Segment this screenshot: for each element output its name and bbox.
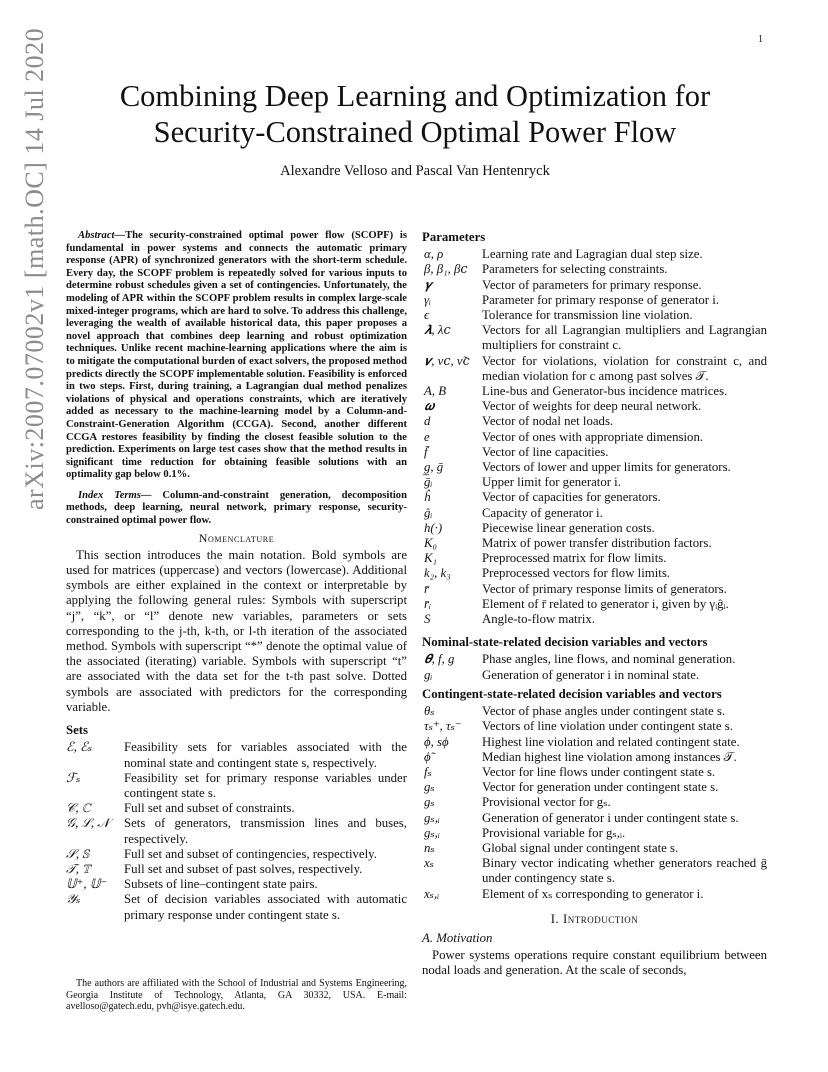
symbol: xₛ,ᵢ <box>424 886 440 901</box>
symbol-description: Element of xₛ corresponding to generator i. <box>482 886 704 901</box>
symbol-row <box>422 354 767 384</box>
symbol-description: Full set and subset of contingencies, respectively. <box>124 846 377 861</box>
symbol: γᵢ <box>424 292 432 307</box>
symbol-row <box>422 597 767 612</box>
left-column <box>66 230 407 923</box>
paper-title: Combining Deep Learning and Optimization for Security-Constrained Optimal Power Flow <box>119 79 711 149</box>
symbol: xₛ <box>424 856 434 871</box>
symbol-description: Vector for generation under contingent state s. <box>482 780 719 795</box>
symbol: ĝᵢ <box>424 505 433 520</box>
symbol-description: Vector of capacities for generators. <box>482 490 661 505</box>
index-terms-label: Index Terms <box>78 489 141 501</box>
symbol-row <box>66 816 407 846</box>
symbol-row <box>422 780 767 795</box>
symbol: 𝝀, λ𝑐 <box>424 323 451 338</box>
symbol-description: Capacity of generator i. <box>482 505 603 520</box>
symbol: 𝒞, ℂ <box>66 801 91 816</box>
symbol-row <box>422 566 767 581</box>
index-terms-text: — Column-and-constraint generation, decomposition methods, deep learning, neural network, primary response, security-constrained optimal power flow. <box>66 489 407 527</box>
sets-heading: Sets <box>66 723 89 738</box>
symbol-description: Full set and subset of constraints. <box>124 801 295 816</box>
symbol-description: Phase angles, line flows, and nominal generation. <box>482 652 736 667</box>
symbol-row <box>422 475 767 490</box>
symbol-row <box>66 771 407 801</box>
motivation-subheading: A. Motivation <box>422 930 493 945</box>
symbol-row <box>66 877 407 892</box>
symbol-description: Parameters for selecting constraints. <box>482 262 668 277</box>
symbol: ϕ̃ <box>424 749 431 764</box>
symbol-row <box>422 323 767 353</box>
symbol-description: Upper limit for generator i. <box>482 475 621 490</box>
symbol: 𝒢, ℒ, 𝒩 <box>66 816 110 831</box>
symbol: gₛ,ᵢ <box>424 825 440 840</box>
symbol-description: Element of r̄ related to generator i, given by γᵢĝᵢ. <box>482 596 729 611</box>
symbol-row <box>422 652 767 667</box>
symbol-description: Vectors for all Lagrangian multipliers and Lagrangian multipliers for constraint c. <box>482 323 767 353</box>
symbol-row <box>422 750 767 765</box>
symbol: gₛ <box>424 780 435 795</box>
symbol-row <box>422 247 767 262</box>
symbol-description: Generation of generator i under contingent state s. <box>482 810 739 825</box>
symbol-description: Vectors of line violation under contingent state s. <box>482 719 733 734</box>
nominal-heading: Nominal-state-related decision variables and vectors <box>422 635 708 650</box>
symbol-description: Set of decision variables associated with automatic primary response under contingent state s. <box>124 892 407 922</box>
symbol-description: Tolerance for transmission line violation. <box>482 308 693 323</box>
symbol-description: Learning rate and Lagragian dual step size. <box>482 247 703 262</box>
symbol: θₛ <box>424 704 435 719</box>
symbol: f̄ <box>424 444 428 459</box>
abstract-label: Abstract <box>78 230 115 241</box>
symbol-row <box>422 430 767 445</box>
symbol-description: Vector of ones with appropriate dimension. <box>482 429 704 444</box>
symbol: ℰ, ℰₛ <box>66 740 93 755</box>
symbol-row <box>422 668 767 683</box>
symbol-row <box>66 740 407 770</box>
symbol-row <box>422 735 767 750</box>
sets-table <box>66 740 407 922</box>
symbol-row <box>66 862 407 877</box>
symbol: ḡᵢ <box>424 475 433 490</box>
symbol: K₁ <box>424 551 437 566</box>
paper-authors: Alexandre Velloso and Pascal Van Hentenryck <box>280 163 550 179</box>
symbol: h(·) <box>424 520 443 535</box>
symbol-row <box>422 795 767 810</box>
symbol-description: Provisional variable for gₛ,ᵢ. <box>482 825 626 840</box>
symbol: fₛ <box>424 764 432 779</box>
symbol-row <box>422 384 767 399</box>
symbol-row <box>422 826 767 841</box>
abstract <box>66 230 407 482</box>
symbol-description: Matrix of power transfer distribution factors. <box>482 536 712 551</box>
symbol: α, ρ <box>424 247 444 262</box>
symbol-description: Vector of nodal net loads. <box>482 414 614 429</box>
contingent-heading: Contingent-state-related decision variables and vectors <box>422 686 722 701</box>
symbol-description: Subsets of line–contingent state pairs. <box>124 877 318 892</box>
symbol: τₛ⁺, τₛ⁻ <box>424 719 462 734</box>
symbol-row <box>422 765 767 780</box>
introduction-heading: I. Introduction <box>550 911 639 926</box>
symbol: 𝒮, 𝕊 <box>66 846 90 861</box>
symbol: 𝝂, ν𝑐, ν̃𝑐 <box>424 353 470 368</box>
symbol-row <box>66 801 407 816</box>
symbol: 𝕌⁺, 𝕌⁻ <box>66 877 108 892</box>
symbol-row <box>66 847 407 862</box>
symbol-row <box>422 506 767 521</box>
symbol: k₂, k₃ <box>424 566 451 581</box>
symbol-description: Full set and subset of past solves, respectively. <box>124 861 363 876</box>
index-terms <box>66 490 407 528</box>
symbol-description: Line-bus and Generator-bus incidence matrices. <box>482 384 728 399</box>
symbol-row <box>422 841 767 856</box>
symbol-description: Preprocessed vectors for flow limits. <box>482 566 670 581</box>
symbol-description: Vector for violations, violation for constraint c, and median violation for c among past solves 𝒯. <box>482 353 767 383</box>
nominal-table <box>422 652 767 682</box>
symbol-row <box>422 414 767 429</box>
symbol-description: Binary vector indicating whether generators reached ḡ under contingency state s. <box>482 856 767 886</box>
symbol: ϵ <box>424 308 430 323</box>
parameters-heading: Parameters <box>422 230 486 244</box>
symbol-row <box>422 262 767 277</box>
symbol: 𝜽, f, g <box>424 652 455 667</box>
symbol: S <box>424 612 431 627</box>
symbol: gᵢ <box>424 667 433 682</box>
symbol-description: Global signal under contingent state s. <box>482 840 679 855</box>
symbol-row <box>422 536 767 551</box>
author-footnote: The authors are affiliated with the School of Industrial and Systems Engineering, Georgia Institute of Technology, Atlanta, GA 30332, USA. E-mail: avelloso@gatech.edu, pvh@isye.gatech.edu. <box>66 978 407 1013</box>
symbol-row <box>422 521 767 536</box>
symbol-description: Provisional vector for gₛ. <box>482 795 611 810</box>
symbol-row <box>422 856 767 886</box>
symbol: r̄ <box>424 581 429 596</box>
symbol: g̲, ḡ <box>424 460 444 475</box>
symbol-description: Preprocessed matrix for flow limits. <box>482 551 667 566</box>
symbol-description: Vector of line capacities. <box>482 444 609 459</box>
right-column <box>422 230 767 979</box>
symbol-row <box>422 308 767 323</box>
symbol: e <box>424 429 430 444</box>
symbol-row <box>422 612 767 627</box>
symbol-description: Feasibility sets for variables associated with the nominal state and contingent state s, respectively. <box>124 740 407 770</box>
symbol-row <box>422 445 767 460</box>
symbol-description: Vector of phase angles under contingent state s. <box>482 704 726 719</box>
symbol-row <box>422 399 767 414</box>
nomenclature-intro: This section introduces the main notation. Bold symbols are used for matrices (uppercase) and vectors (lowercase). Additional symbols are either explained in the context or interpretable by applying the following general rules: Symbols with superscript “j”, “k”, or “l” denote new variables, parameters or sets corresponding to the j-th, k-th, or l-th iteration of the associated method. Symbols with superscript “*” denote the optimal value of the associated (iterating) variable. Symbols with superscript “t” are associated with the data set for the t-th past solve. Dotted symbols are associated with predictors for the corresponding variable. <box>66 547 407 714</box>
symbol-row <box>422 704 767 719</box>
symbol-row <box>422 490 767 505</box>
symbol-description: Sets of generators, transmission lines and buses, respectively. <box>124 816 407 846</box>
symbol-description: Vector of weights for deep neural network. <box>482 399 702 414</box>
symbol: 𝝎 <box>424 399 435 414</box>
symbol-row <box>422 278 767 293</box>
symbol-row <box>422 811 767 826</box>
symbol: 𝜸 <box>424 277 432 292</box>
symbol-description: Highest line violation and related contingent state. <box>482 734 740 749</box>
symbol: 𝒯, 𝕋 <box>66 861 91 876</box>
symbol-row <box>422 293 767 308</box>
symbol-row <box>422 887 767 902</box>
symbol: ĥ <box>424 490 431 505</box>
symbol: ℱₛ <box>66 770 81 785</box>
symbol-description: Parameter for primary response of generator i. <box>482 292 719 307</box>
arxiv-stamp[interactable]: arXiv:2007.07002v1 [math.OC] 14 Jul 2020 <box>20 27 49 510</box>
symbol: ϕ, sϕ <box>424 734 449 749</box>
symbol: nₛ <box>424 840 435 855</box>
symbol: r̄ᵢ <box>424 596 432 611</box>
symbol-description: Vectors of lower and upper limits for generators. <box>482 460 731 475</box>
symbol: gₛ,ᵢ <box>424 810 440 825</box>
symbol-description: Feasibility set for primary response variables under contingent state s. <box>124 770 407 800</box>
symbol-description: Angle-to-flow matrix. <box>482 612 596 627</box>
introduction-text: Power systems operations require constant equilibrium between nodal loads and generation. At the scale of seconds, <box>422 948 767 978</box>
nomenclature-heading: Nomenclature <box>198 530 275 545</box>
symbol: β, β₁, β𝑐 <box>424 262 468 277</box>
symbol-description: Vector of primary response limits of generators. <box>482 581 727 596</box>
symbol-row <box>422 460 767 475</box>
contingent-table <box>422 704 767 902</box>
symbol-description: Vector for line flows under contingent state s. <box>482 764 716 779</box>
symbol-row <box>422 551 767 566</box>
symbol: 𝒴ₛ <box>66 892 81 907</box>
symbol-row <box>422 719 767 734</box>
abstract-text: —The security-constrained optimal power flow (SCOPF) is fundamental in power systems and connects the automatic primary response (APR) of synchronized generators with the short-term schedule. Every day, the SCOPF problem is repeatedly solved for various inputs to determine robust schedules given a set of contingencies. Unfortunately, the modeling of APR within the SCOPF problem results in complex large-scale mixed-integer programs, which are hard to solve. To address this challenge, leveraging the wealth of available historical data, this paper proposes a novel approach that combines deep learning and robust optimization techniques. Unlike recent machine-learning applications where the aim is to mitigate the computational burden of exact solvers, the proposed method predicts directly the SCOPF implementable solution. Feasibility is enforced in two steps. First, during training, a Lagrangian dual method penalizes violations of physical and operations constraints, which are iteratively added as necessary to the machine-learning model by a Column-and-Constraint-Generation Algorithm (CCGA). Second, another different CCGA restores feasibility by finding the closest feasible solution to the prediction. Experiments on large test cases show that the method results in significant time reduction for obtaining feasible solutions with an optimality gap below 0.1%. <box>66 230 407 481</box>
symbol-description: Vector of parameters for primary response. <box>482 277 702 292</box>
parameters-table <box>422 247 767 627</box>
symbol-description: Generation of generator i in nominal state. <box>482 667 700 682</box>
symbol: gₛ <box>424 795 435 810</box>
page-number: 1 <box>758 34 763 45</box>
symbol: d <box>424 414 431 429</box>
symbol-row <box>422 582 767 597</box>
symbol-description: Piecewise linear generation costs. <box>482 520 655 535</box>
symbol: A, B <box>424 384 447 399</box>
symbol-row <box>66 892 407 922</box>
symbol-description: Median highest line violation among instances 𝒯. <box>482 749 737 764</box>
symbol: K₀ <box>424 536 437 551</box>
